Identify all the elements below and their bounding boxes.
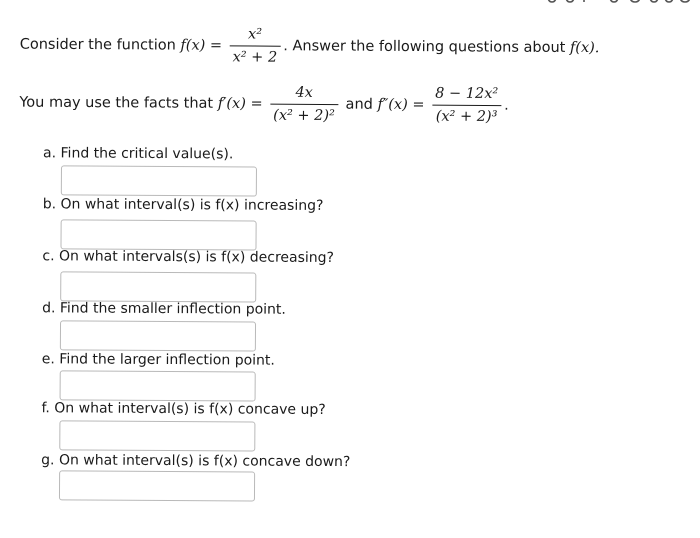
question-f-label: f. On what interval(s) is f(x) concave up? xyxy=(41,400,326,418)
second-derivative-name: f″(x) = xyxy=(377,96,425,114)
function-name: f(x) = xyxy=(180,37,223,54)
intro-lead: Consider the function xyxy=(19,36,176,54)
question-g-label: g. On what interval(s) is f(x) concave down? xyxy=(41,452,351,471)
question-b-label: b. On what interval(s) is f(x) increasing? xyxy=(42,196,324,214)
question-e-label: e. Find the larger inflection point. xyxy=(41,351,275,369)
second-derivative-numerator: 8 − 12x² xyxy=(432,85,501,106)
facts-end: . xyxy=(504,97,509,114)
second-derivative-fraction xyxy=(432,85,501,126)
answer-f-input[interactable] xyxy=(59,420,255,451)
intro-tail-function: f(x). xyxy=(569,39,600,57)
first-derivative-denominator: (x² + 2)² xyxy=(273,107,335,125)
answer-g-input[interactable] xyxy=(59,470,255,501)
intro-line xyxy=(20,24,600,69)
answer-a-input[interactable] xyxy=(61,165,257,196)
first-derivative-fraction xyxy=(270,84,338,125)
question-c-label: c. On what intervals(s) is f(x) decreasing? xyxy=(42,248,335,267)
facts-and: and xyxy=(345,96,373,113)
function-fraction xyxy=(230,25,281,66)
first-derivative-name: f′(x) = xyxy=(217,95,263,113)
question-d-label: d. Find the smaller inflection point. xyxy=(42,300,286,318)
facts-line xyxy=(19,82,509,126)
answer-b-input[interactable] xyxy=(60,219,256,250)
answer-d-input[interactable] xyxy=(60,320,256,351)
function-numerator: x² xyxy=(230,25,281,46)
facts-lead: You may use the facts that xyxy=(19,94,214,112)
first-derivative-numerator: 4x xyxy=(270,84,338,105)
function-denominator: x² + 2 xyxy=(232,49,278,66)
intro-tail: . Answer the following questions about xyxy=(283,38,566,56)
answer-e-input[interactable] xyxy=(60,370,256,401)
second-derivative-denominator: (x² + 2)³ xyxy=(435,108,498,126)
question-a-label: a. Find the critical value(s). xyxy=(43,145,234,163)
cropped-text-fragment xyxy=(540,0,700,8)
answer-c-input[interactable] xyxy=(60,271,256,302)
